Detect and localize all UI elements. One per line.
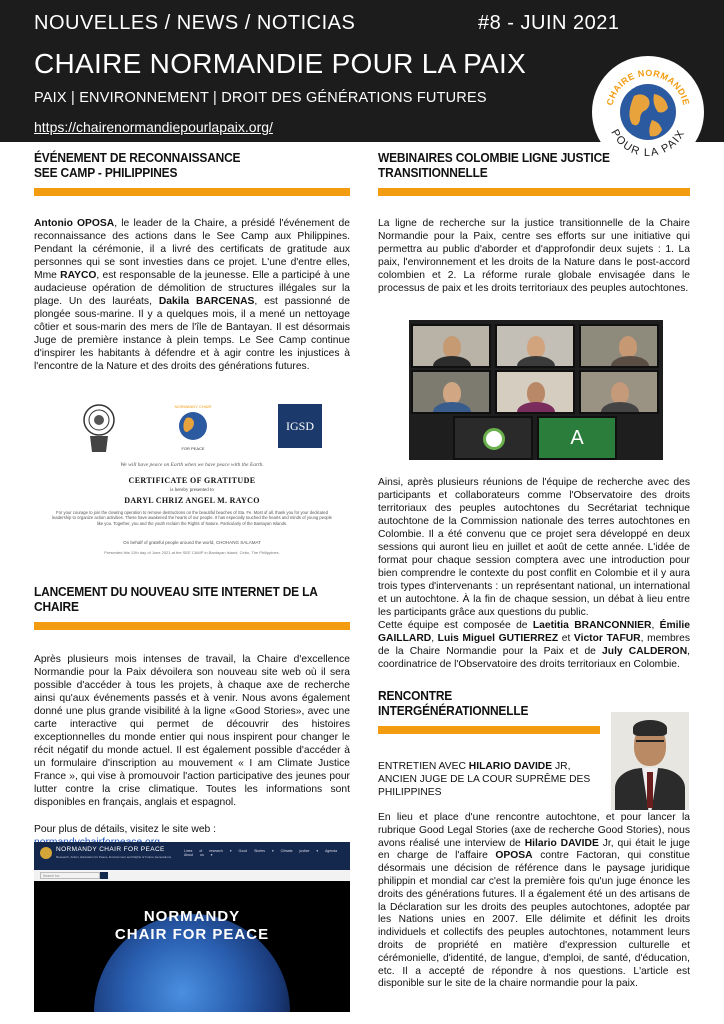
certificate-signature: On behalf of grateful people around the world, CHOHANG SALAMAT — [123, 540, 261, 545]
certificate-heading: CERTIFICATE OF GRATITUDE — [128, 476, 256, 485]
section-divider — [34, 622, 350, 630]
video-conference-screenshot — [409, 320, 663, 460]
site-section — [34, 584, 350, 849]
logo-bottom-text: POUR LA PAIX — [608, 127, 688, 160]
site-brand: NORMANDY CHAIR FOR PEACE — [56, 846, 165, 853]
certificate-motto: We will have peace on Earth when we have peace with the Earth. — [120, 462, 264, 468]
certificate-body: For your courage to join the clearing operation to remove destructions on the beautiful beaches of Sta. Fe. Most of all, thank you for your dedicated leadership to organize action activities. These have awakened the hearts of our people. It has especially touched the hearts and minds of young people like you. Together, you and the youth reclaim the Rights of Nature. Particularly of the Bantayan Islands. — [52, 510, 332, 526]
site-search-bar — [34, 870, 350, 881]
webinar-paragraph-3: Cette équipe est composée de Laetitia BRANCONNIER, Émilie GAILLARD, Luis Miguel GUTIERREZ et Victor TAFUR, membres de la Chaire Normandie pour la Paix et de July CALDERON, coordinatrice de l'Observatoire des droits territoriaux en Colombie. — [378, 620, 691, 670]
participant-tile — [411, 370, 491, 414]
site-menu: Lines of research ▾ Good Stories ▾ Climate justice ▾ Agenda About us ▾ — [184, 849, 338, 857]
site-search-input: Search for: — [40, 872, 100, 879]
section-divider — [378, 188, 690, 196]
webinar-title-line1: WEBINAIRES COLOMBIE LIGNE JUSTICE — [378, 150, 610, 165]
participant-tile — [579, 324, 659, 368]
igsd-logo: IGSD — [278, 404, 322, 448]
participant-tile — [495, 324, 575, 368]
site-search-button — [100, 872, 108, 879]
rencontre-paragraph: En lieu et place d'une rencontre autochtone, et pour lancer la rubrique Good Legal Stories (axe de recherche Good Stories), nous avons réalisé une interview de Hilario DAVIDE Jr, qui était le juge en charge de l'affaire OPOSA contre Factoran, qui constitue désormais une décision de référence dans le paysage juridique philippin et mondial car c'est la première fois qu'un juge énonce les droits des générations futures. Il a également été un des artisans de la Déclaration sur les droits des peuples autochtones, adoptée par les Nations unies en 2007. Elle délimite et définit les droits individuels et collectifs des peuples autochtones, notamment leurs droits de propriété en matière d'expression culturelle et cérémonielle, d'identité, de langue, d'emploi, de santé, d'éducation, etc. Il a accepté de répondre à nos questions. L'article est disponible sur le site de la chaire normandie pour la paix. — [378, 812, 690, 990]
section-divider — [34, 188, 350, 196]
header-languages: NOUVELLES / NEWS / NOTICIAS — [34, 12, 356, 34]
seal-icon — [82, 402, 116, 456]
svg-text:FOR PEACE: FOR PEACE — [181, 446, 205, 451]
certificate-presented: is hereby presented to — [170, 488, 214, 493]
issue-number: #8 - JUIN 2021 — [478, 12, 620, 34]
organization-logo-icon — [483, 428, 505, 450]
site-navbar — [34, 842, 350, 870]
normandy-chair-logo-icon — [168, 400, 218, 460]
webinar-section-header — [378, 150, 690, 196]
hilario-davide-portrait — [611, 712, 689, 810]
webinar-continued — [378, 476, 690, 671]
left-column — [34, 150, 350, 373]
event-paragraph: Antonio OPOSA, le leader de la Chaire, a présidé l'événement de reconnaissance des actions dans le See Camp aux Philippines. Pendant la cérémonie, il a livré des certificats de gratitude aux personnes qui se sont investies dans ce projet. L'une d'entre elles, Mme RAYCO, est responsable de la jeunesse. Elle a participé à une audacieuse opération de démolition de structures illégales sur la plage. Un des lauréats, Dakila BARCENAS, est passionné de plongée sous-marine. Il y a quelques mois, il a mené un nettoyage côtier et sous-marin des mers de l'île de Bantayan. Il est désormais Juge de première instance à plein temps. Le See Camp continue d'inspirer les habitants à défendre et à agir contre les injustices à l'encontre de la Nature et des droits des générations futures. — [34, 218, 351, 372]
rencontre-section-header — [378, 688, 600, 734]
header-website-link[interactable]: https://chairenormandiepourlapaix.org/ — [34, 119, 273, 135]
webinar-paragraph-2: Ainsi, après plusieurs réunions de l'équipe de recherche avec des participants et collaborateurs comme l'Observatoire des droits territoriaux des peuples autochtones du Secrétariat technique autochtone de la Commission nationale des terres autochtones en Colombie. Il a été convenu que ce projet sera développé en deux sessions qui auront lieu en juillet et août de cette année. L'idée de format pour chaque session comptera avec une introduction pour bien comprendre le contexte du post conflit en Colombie et il y aura trois types d'intervenants : un représentant national, un international et un autochtone. À la fin de chaque session, un débat à lieu entre les participants grâce aux questions du public. — [378, 477, 690, 618]
certificate-recipient: DARYL CHRIZ ANGEL M. RAYCO — [124, 496, 260, 505]
details-label: Pour plus de détails, visitez le site web : — [34, 824, 217, 835]
participant-tile — [411, 324, 491, 368]
certificate-date: Presented this 12th day of June 2021 at the SEE CAMP in Bantayan Island, Cebu, The Philippines. — [104, 550, 280, 555]
page-title: CHAIRE NORMANDIE POUR LA PAIX — [34, 48, 527, 79]
event-title-line2: SEE CAMP - PHILIPPINES — [34, 165, 178, 180]
webinar-paragraph-1: La ligne de recherche sur la justice transitionnelle de la Chaire Normandie pour la Paix, centre ses efforts sur une initiative qui permettra au public d'aborder et d'approfondir deux sujets : 1. La paix, l'environnement et les droits de la Nature dans le post-accord colombien et 2. La réforme rurale globale envisagée dans le processus de paix et les droits territoriaux des peuples autochtones. — [378, 218, 690, 294]
certificate-image — [44, 400, 340, 560]
site-paragraph: Après plusieurs mois intenses de travail, la Chaire d'excellence Normandie pour la Paix dévoilera son nouveau site web où il sera possible d'accéder à tous les projets, à chaque axe de recherche ainsi qu'aux événements passés et à venir. Nous avons également donné une plus grande visibilité à la ligne «Good Stories», avec une carte interactive qui permet de découvrir des histoires exceptionnelles du monde entier qui nous inspirent pour changer le récit négatif du monde actuel. Il est également possible d'accéder à un formulaire d'inscription au mouvement « I am Climate Justice France », qui vise à promouvoir l'action participative des jeunes pour lutter contre la crise climatique. Toutes les informations sont disponibles en français, anglais et espagnol. — [34, 654, 350, 808]
site-section-title: LANCEMENT DU NOUVEAU SITE INTERNET DE LA CHAIRE — [34, 584, 318, 614]
participant-tile — [579, 370, 659, 414]
rencontre-title: RENCONTRE INTERGÉNÉRATIONNELLE — [378, 688, 529, 718]
section-divider — [378, 726, 600, 734]
participant-tile — [495, 370, 575, 414]
participant-avatar-tile: A — [537, 416, 617, 460]
event-title-line1: ÉVÉNEMENT DE RECONNAISSANCE — [34, 150, 241, 165]
logo-top-text: CHAIRE NORMANDIE — [604, 67, 692, 107]
site-logo-icon — [40, 847, 52, 859]
right-column — [378, 150, 690, 295]
interview-subtitle: ENTRETIEN AVEC HILARIO DAVIDE JR, ANCIEN JUGE DE LA COUR SUPRÊME DES PHILIPPINES — [378, 761, 591, 798]
site-tagline: Research, Action, Education for Peace, Environment and Rights of Future Generations — [56, 855, 172, 859]
header-subtitle: PAIX | ENVIRONNEMENT | DROIT DES GÉNÉRATIONS FUTURES — [34, 90, 487, 106]
webinar-title-line2: TRANSITIONNELLE — [378, 165, 488, 180]
event-section-header — [34, 150, 350, 196]
website-screenshot — [34, 842, 350, 1012]
site-hero-line1: NORMANDY — [143, 908, 241, 925]
site-hero-line2: CHAIR FOR PEACE — [114, 926, 270, 943]
participant-tile-logo — [453, 416, 533, 460]
svg-text:NORMANDY CHAIR: NORMANDY CHAIR — [174, 404, 212, 409]
